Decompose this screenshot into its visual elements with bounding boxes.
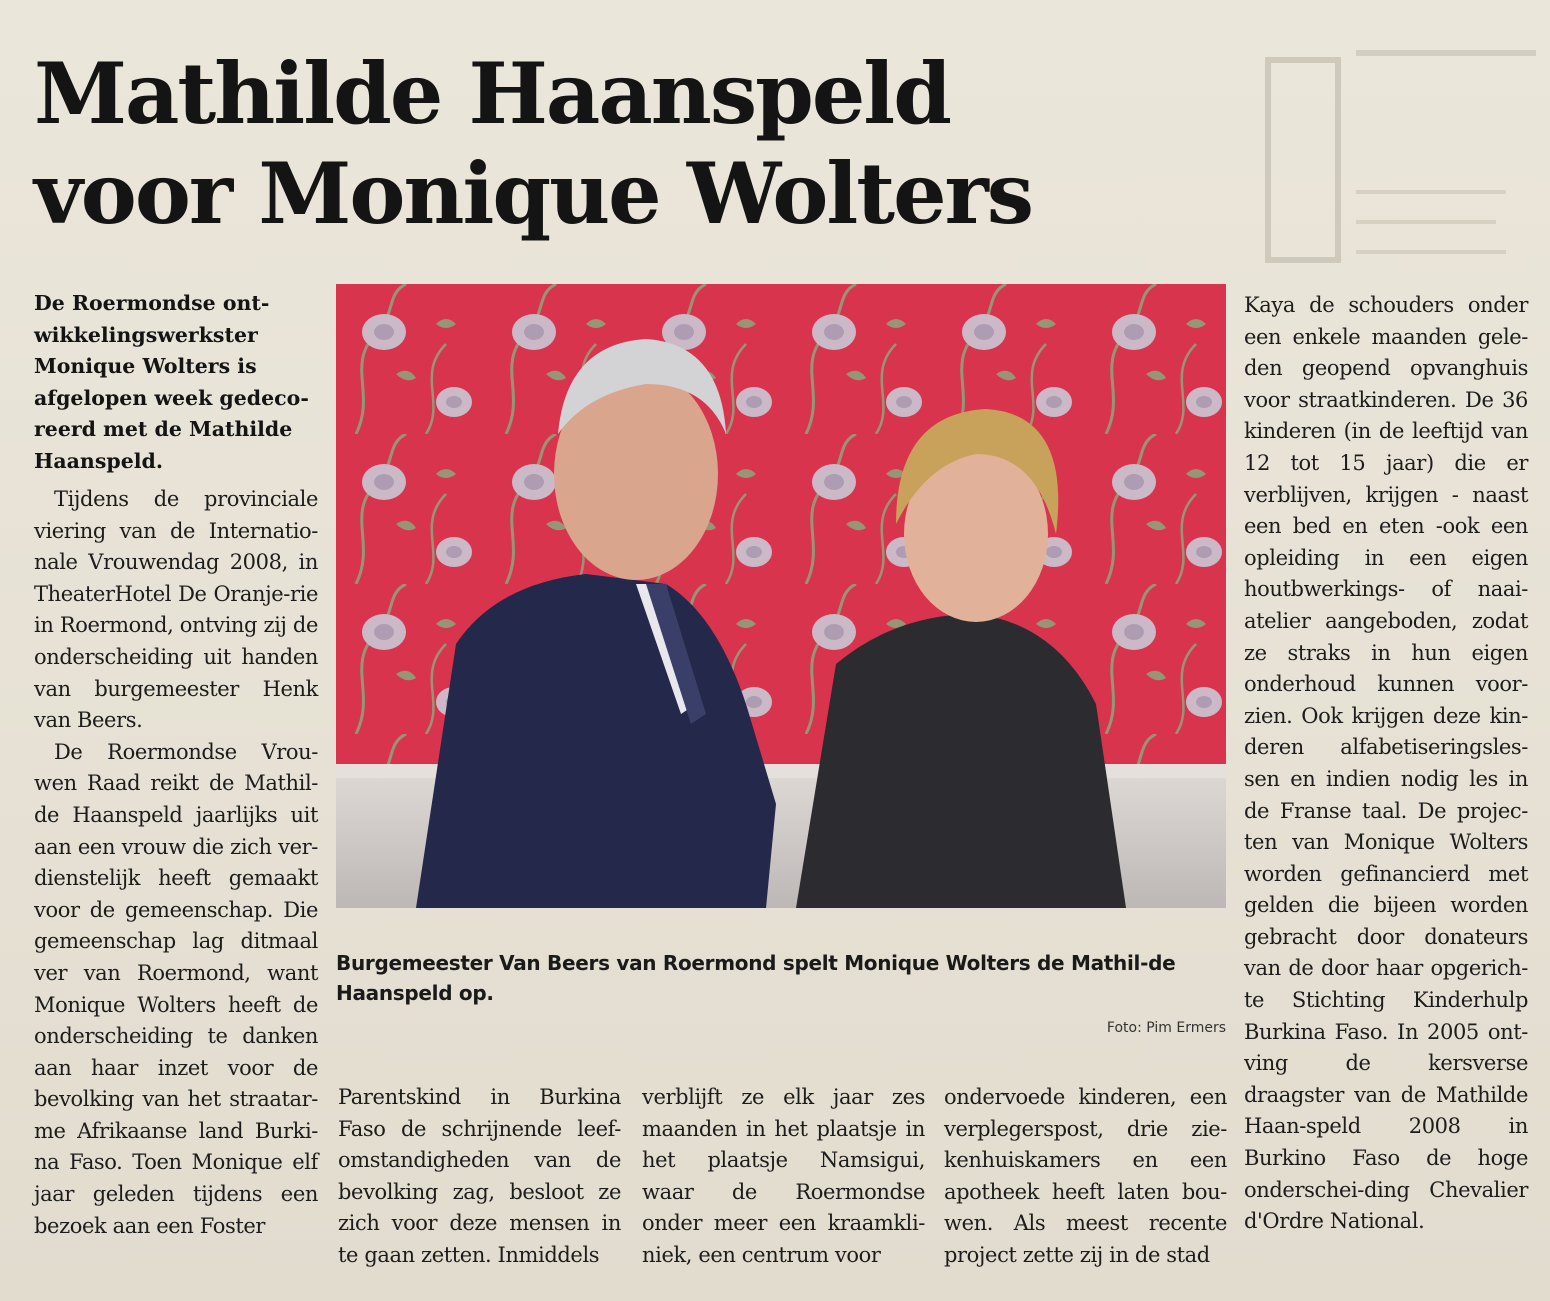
photo-illustration (336, 284, 1226, 908)
article-headline (34, 44, 1114, 244)
article-lede: De Roermondse ont-wikkelingswerkster Monique Wolters is afgelopen week gedeco-reerd met de Mathilde Haanspeld. (34, 291, 309, 473)
body-column-4: ondervoede kinderen, een verplegerspost, drie zie-kenhuiskamers en een apotheek heeft laten bou-wen. Als meest recente project zette zij in de stad (944, 1085, 1227, 1267)
body-paragraph: Tijdens de provinciale viering van de Internatio-nale Vrouwendag 2008, in TheaterHotel De Oranje-rie in Roermond, ontving zij de onderscheiding uit handen van burgemeester Henk van Beers. (34, 487, 318, 733)
headline-line-2: voor Monique Wolters (34, 144, 1033, 243)
body-column-3: verblijft ze elk jaar zes maanden in het plaatsje in het plaatsje Namsigui, waar de Roermondse onder meer een kraamkli-niek, een centrum voor (642, 1085, 925, 1267)
body-column-5: Kaya de schouders onder een enkele maanden gele-den geopend opvanghuis voor straatkinderen. De 36 kinderen (in de leeftijd van 12 tot 15 jaar) die er verblijven, krijgen - naast een bed en eten -ook een opleiding in een eigen houtbwerkings- of naai-atelier aangeboden, zodat ze straks in hun eigen onderhoud kunnen voor-zien. Ook krijgen deze kin-deren alfabetiseringsles-sen en indien nodig les in de Franse taal. De projec-ten van Monique Wolters worden gefinancierd met gelden die bijeen worden gebracht door donateurs van de door haar opgerich-te Stichting Kinderhulp Burkina Faso. In 2005 ont-ving de kersverse draagster van de Mathilde Haan-speld 2008 in Burkino Faso de hoge onderschei-ding Chevalier d'Ordre National. (1244, 293, 1528, 1234)
headline-line-1: Mathilde Haanspeld (34, 44, 950, 143)
body-column-2: Parentskind in Burkina Faso de schrijnende leef-omstandigheden van de bevolking zag, besloot ze zich voor deze mensen in te gaan zetten. Inmiddels (338, 1085, 621, 1267)
body-paragraph: De Roermondse Vrou-wen Raad reikt de Mathil-de Haanspeld jaarlijks uit aan een vrouw die zich ver-dienstelijk heeft gemaakt voor de gemeenschap. Die gemeenschap lag ditmaal ver van Roermond, want Monique Wolters heeft de onderscheiding te danken aan haar inzet voor de bevolking van het straatar-me Afrikaanse land Burki-na Faso. Toen Monique elf jaar geleden tijdens een bezoek aan een Foster (34, 739, 318, 1238)
photo-credit: Foto: Pim Ermers (1106, 1020, 1226, 1036)
photo-caption: Burgemeester Van Beers van Roermond spelt Monique Wolters de Mathil-de Haanspeld op. (336, 951, 1176, 1005)
adjacent-article-bleed (1260, 40, 1550, 280)
body-column-1 (34, 484, 318, 1242)
article-photo (336, 284, 1226, 908)
